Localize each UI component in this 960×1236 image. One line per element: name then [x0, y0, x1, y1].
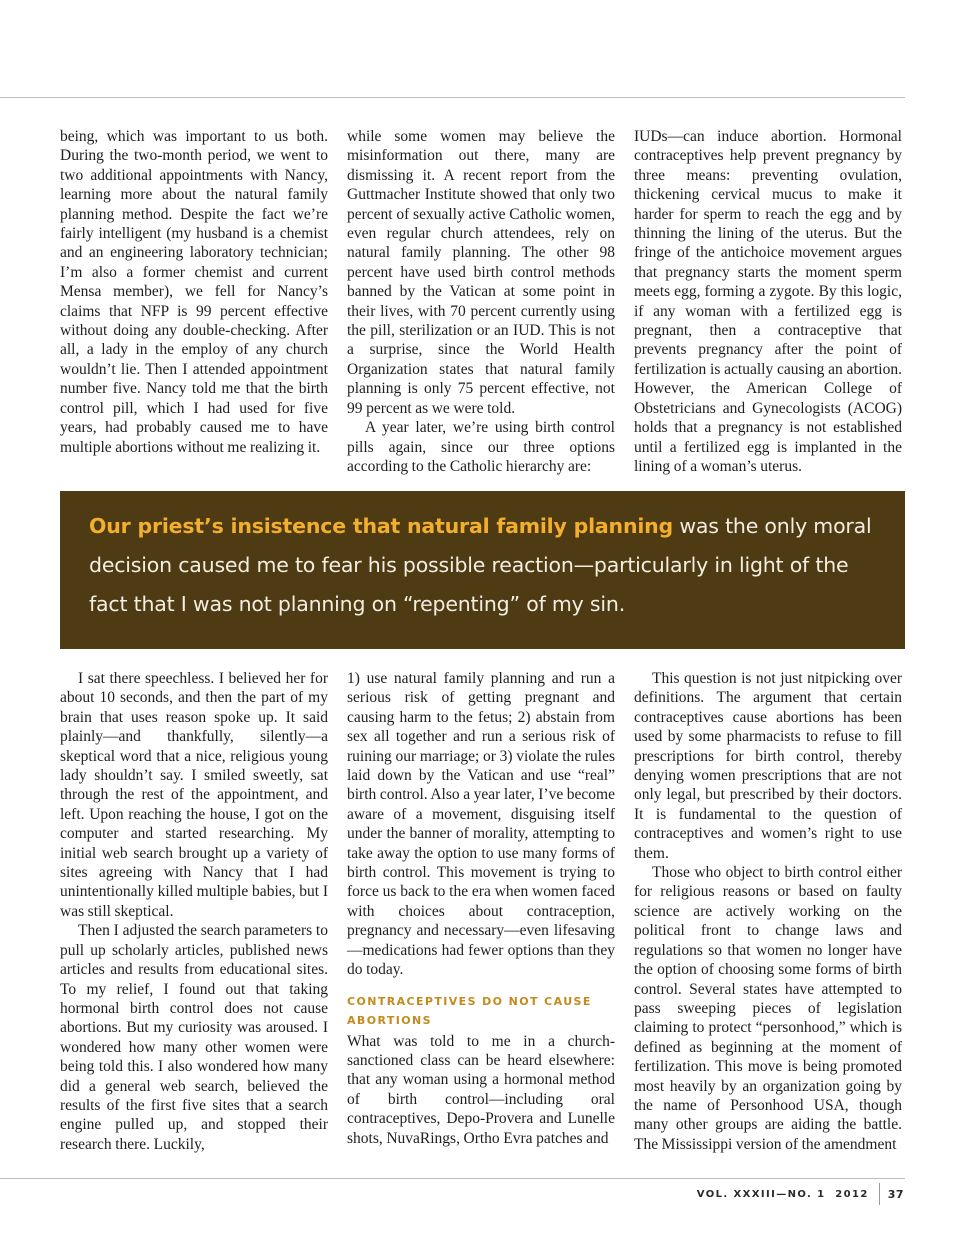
pull-quote-rest: was the only moral decision caused me to fear his possible reaction—particularly in light of the fact that I was not planning on “repenting” of my sin.	[89, 514, 872, 616]
body-paragraph: A year later, we’re using birth control pills again, since our three options according to the Catholic hierarchy are:	[347, 419, 615, 475]
upper-column-2	[347, 127, 615, 476]
lower-columns	[60, 669, 902, 1154]
body-paragraph: IUDs—can induce abortion. Hormonal contraceptives help prevent pregnancy by three means: preventing ovulation, thickening cervical mucus to make it harder for sperm to reach the egg and by thinning the lining of the uterus. But the fringe of the antichoice movement argues that pregnancy starts the moment sperm meets egg, forming a zygote. By this logic, if any woman with a fertilized egg is pregnant, then a contraceptive that prevents pregnancy after the point of fertilization is actually causing an abortion. However, the American College of Obstetricians and Gynecologists (ACOG) holds that a pregnancy is not established until a fertilized egg is implanted in the lining of a woman’s uterus.	[634, 128, 902, 475]
body-paragraph: being, which was important to us both. During the two-month period, we went to two additional appointments with Nancy, learning more about the natural family planning method. Despite the fact we’re fairly intelligent (my husband is a chemist and an engineering laboratory technician; I’m also a former chemist and current Mensa member), we fell for Nancy’s claims that NFP is 99 percent effective without doing any double-checking. After all, a lady in the employ of any church wouldn’t lie. Then I attended appointment number five. Nancy told me that the birth control pill, which I had used for five years, had probably caused me to have multiple abortions without me realizing it.	[60, 128, 328, 456]
bottom-rule	[0, 1178, 905, 1179]
lower-column-3	[634, 669, 902, 1154]
lower-column-2	[347, 669, 615, 1154]
upper-columns	[60, 127, 902, 476]
upper-column-3	[634, 127, 902, 476]
issue-info: VOL. XXXIII—NO. 1 2012	[696, 1188, 869, 1200]
upper-column-1	[60, 127, 328, 476]
lower-column-1	[60, 669, 328, 1154]
pull-quote	[60, 491, 905, 649]
top-rule	[0, 97, 905, 98]
pull-quote-text	[89, 507, 877, 624]
body-paragraph: while some women may believe the misinformation out there, many are dismissing it. A recent report from the Guttmacher Institute showed that only two percent of sexually active Catholic women, even regular church attendees, rely on natural family planning. The other 98 percent have used birth control methods banned by the Vatican at some point in their lives, with 70 percent currently using the pill, sterilization or an IUD. This is not a surprise, since the World Health Organization states that natural family planning is only 75 percent effective, not 99 percent as we were told.	[347, 128, 615, 417]
page-footer	[697, 1183, 904, 1205]
body-paragraph: Those who object to birth control either for religious reasons or based on faulty science are actively working on the political front to change laws and regulations so that women no longer have the option of choosing some forms of birth control. Several states have attempted to pass sweeping pieces of legislation claiming to protect “personhood,” which is defined as beginning at the moment of fertilization. This move is being promoted most heavily by an organization going by the name of Personhood USA, though many other groups are aiding the battle. The Mississippi version of the amendment	[634, 864, 902, 1153]
section-subhead: CONTRACEPTIVES DO NOT CAUSE ABORTIONS	[347, 994, 592, 1027]
page-number: 37	[887, 1187, 904, 1201]
pull-quote-highlight: Our priest’s insistence that natural family planning	[89, 514, 674, 538]
body-paragraph: This question is not just nitpicking over definitions. The argument that certain contraceptives cause abortions has been used by some pharmacists to refuse to fill prescriptions for birth control, thereby denying women prescriptions that are not only legal, but prescribed by their doctors. It is fundamental to the question of contraceptives and women’s right to use them.	[634, 670, 902, 862]
body-paragraph: I sat there speechless. I believed her for about 10 seconds, and then the part of my brain that uses reason spoke up. It said plainly—and thankfully, silently—a skeptical word that a nice, religious young lady shouldn’t say. I smiled sweetly, sat through the rest of the appointment, and left. Upon reaching the house, I got on the computer and started researching. My initial web search brought up a variety of sites agreeing with Nancy that I had unintentionally killed multiple babies, but I was still skeptical.	[60, 670, 328, 920]
body-paragraph: What was told to me in a church-sanctioned class can be heard elsewhere: that any woman using a hormonal method of birth control—including oral contraceptives, Depo-Provera and Lunelle shots, NuvaRings, Ortho Evra patches and	[347, 1032, 615, 1147]
footer-divider	[879, 1183, 880, 1205]
body-paragraph: Then I adjusted the search parameters to pull up scholarly articles, published news articles and results from educational sites. To my relief, I found out that taking hormonal birth control does not cause abortions. But my curiosity was aroused. I wondered how many other women were being told this. I also wondered how many did a general web search, believed the results of the first five sites that a search engine pulled up, and stopped their research there. Luckily,	[60, 922, 328, 1153]
body-paragraph: 1) use natural family planning and run a serious risk of getting pregnant and causing harm to the fetus; 2) abstain from sex all together and run a serious risk of ruining our marriage; or 3) violate the rules laid down by the Vatican and use “real” birth control. Also a year later, I’ve become aware of a movement, disguising itself under the banner of morality, attempting to take away the option to use many forms of birth control. This movement is trying to force us back to the era when women faced with choices about contraception, pregnancy and necessary—even lifesaving—medications had fewer options than they do today.	[347, 670, 615, 979]
